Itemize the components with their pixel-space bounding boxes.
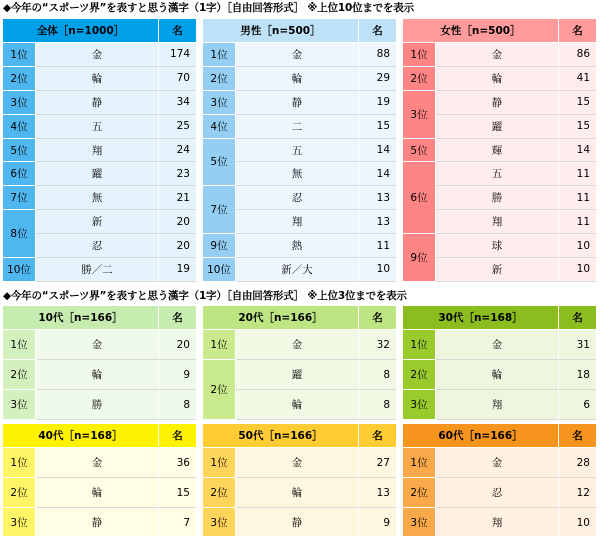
count-cell: 14 xyxy=(359,139,397,163)
table-row xyxy=(203,91,397,115)
table-header-row xyxy=(203,424,397,448)
table-row xyxy=(203,360,397,390)
table-header-unit: 名 xyxy=(559,306,597,330)
table-row xyxy=(403,478,597,508)
count-cell: 174 xyxy=(159,43,197,67)
rank-cell: 3位 xyxy=(3,390,36,420)
table-row xyxy=(403,508,597,536)
table-row xyxy=(403,448,597,478)
kanji-cell: 新 xyxy=(36,210,159,234)
kanji-cell: 輪 xyxy=(436,67,559,91)
kanji-cell: 静 xyxy=(236,508,359,536)
kanji-cell: 躍 xyxy=(236,360,359,390)
table-row xyxy=(203,258,397,282)
table-row xyxy=(403,139,597,163)
kanji-cell: 五 xyxy=(36,115,159,139)
count-cell: 8 xyxy=(359,390,397,420)
kanji-cell: 輪 xyxy=(36,67,159,91)
kanji-cell: 金 xyxy=(236,330,359,360)
table-row xyxy=(3,139,197,163)
table-row xyxy=(203,186,397,210)
count-cell: 18 xyxy=(559,360,597,390)
rank-cell: 4位 xyxy=(3,115,36,139)
count-cell: 88 xyxy=(359,43,397,67)
table-header-row xyxy=(203,19,397,43)
ranking-table-20s xyxy=(203,306,397,420)
kanji-cell: 翔 xyxy=(236,210,359,234)
count-cell: 15 xyxy=(159,478,197,508)
rank-cell: 3位 xyxy=(203,508,236,536)
count-cell: 10 xyxy=(359,258,397,282)
kanji-cell: 翔 xyxy=(36,139,159,163)
table-row xyxy=(3,330,197,360)
kanji-cell: 新 xyxy=(436,258,559,282)
count-cell: 11 xyxy=(559,210,597,234)
rank-cell: 2位 xyxy=(3,67,36,91)
kanji-cell: 金 xyxy=(236,448,359,478)
rank-cell: 1位 xyxy=(3,330,36,360)
count-cell: 21 xyxy=(159,186,197,210)
table-row xyxy=(3,448,197,478)
rank-cell: 2位 xyxy=(3,478,36,508)
count-cell: 20 xyxy=(159,330,197,360)
kanji-cell: 新／大 xyxy=(236,258,359,282)
count-cell: 15 xyxy=(359,115,397,139)
kanji-cell: 忍 xyxy=(236,186,359,210)
table-header-unit: 名 xyxy=(359,424,397,448)
rank-cell: 6位 xyxy=(403,162,436,234)
kanji-cell: 金 xyxy=(36,448,159,478)
count-cell: 41 xyxy=(559,67,597,91)
kanji-cell: 勝 xyxy=(36,390,159,420)
rank-cell: 3位 xyxy=(403,390,436,420)
kanji-cell: 球 xyxy=(436,234,559,258)
ranking-table-30s xyxy=(403,306,597,420)
rank-cell: 5位 xyxy=(403,139,436,163)
table-row xyxy=(3,162,197,186)
rank-cell: 3位 xyxy=(3,508,36,536)
section-title-top-3: ◆今年の“スポーツ界”を表すと思う漢字（1字）［自由回答形式］ ※上位3位までを表示 xyxy=(3,290,407,302)
count-cell: 15 xyxy=(559,115,597,139)
table-row xyxy=(203,330,397,360)
rank-cell: 7位 xyxy=(3,186,36,210)
table-header-row xyxy=(403,19,597,43)
kanji-cell: 静 xyxy=(36,91,159,115)
count-cell: 14 xyxy=(359,162,397,186)
table-row xyxy=(403,234,597,258)
kanji-cell: 勝 xyxy=(436,186,559,210)
count-cell: 6 xyxy=(559,390,597,420)
count-cell: 14 xyxy=(559,139,597,163)
kanji-cell: 静 xyxy=(436,91,559,115)
kanji-cell: 躍 xyxy=(436,115,559,139)
count-cell: 12 xyxy=(559,478,597,508)
count-cell: 34 xyxy=(159,91,197,115)
rank-cell: 2位 xyxy=(203,360,236,420)
table-header-unit: 名 xyxy=(159,424,197,448)
table-header-label: 全体［n=1000］ xyxy=(3,19,159,43)
count-cell: 9 xyxy=(159,360,197,390)
rank-cell: 1位 xyxy=(403,43,436,67)
table-row xyxy=(403,67,597,91)
ranking-table-60s xyxy=(403,424,597,536)
kanji-cell: 静 xyxy=(36,508,159,536)
kanji-cell: 翔 xyxy=(436,210,559,234)
rank-cell: 1位 xyxy=(203,448,236,478)
rank-cell: 5位 xyxy=(3,139,36,163)
count-cell: 11 xyxy=(559,162,597,186)
count-cell: 19 xyxy=(359,91,397,115)
ranking-table-all xyxy=(3,19,197,282)
table-header-unit: 名 xyxy=(159,306,197,330)
rank-cell: 1位 xyxy=(3,43,36,67)
count-cell: 28 xyxy=(559,448,597,478)
rank-cell: 2位 xyxy=(203,67,236,91)
kanji-cell: 翔 xyxy=(436,390,559,420)
kanji-cell: 輪 xyxy=(236,67,359,91)
rank-cell: 4位 xyxy=(203,115,236,139)
table-row xyxy=(203,115,397,139)
table-row xyxy=(403,91,597,115)
table-header-label: 50代［n=166］ xyxy=(203,424,359,448)
table-row xyxy=(3,210,197,234)
table-row xyxy=(203,67,397,91)
kanji-cell: 五 xyxy=(236,139,359,163)
table-row xyxy=(403,360,597,390)
table-row xyxy=(403,390,597,420)
kanji-cell: 勝／二 xyxy=(36,258,159,282)
section-title-top-10: ◆今年の“スポーツ界”を表すと思う漢字（1字）［自由回答形式］ ※上位10位までを表示 xyxy=(3,2,414,14)
kanji-cell: 熱 xyxy=(236,234,359,258)
ranking-table-male xyxy=(203,19,397,282)
table-header-row xyxy=(403,306,597,330)
kanji-cell: 輪 xyxy=(436,360,559,390)
table-row xyxy=(3,186,197,210)
kanji-cell: 金 xyxy=(36,43,159,67)
kanji-cell: 躍 xyxy=(36,162,159,186)
rank-cell: 6位 xyxy=(3,162,36,186)
count-cell: 13 xyxy=(359,186,397,210)
count-cell: 36 xyxy=(159,448,197,478)
table-row xyxy=(3,390,197,420)
table-header-unit: 名 xyxy=(159,19,197,43)
kanji-cell: 静 xyxy=(236,91,359,115)
ranking-table-10s xyxy=(3,306,197,420)
table-row xyxy=(403,330,597,360)
rank-cell: 3位 xyxy=(3,91,36,115)
kanji-cell: 金 xyxy=(436,448,559,478)
table-row xyxy=(3,360,197,390)
count-cell: 20 xyxy=(159,210,197,234)
rank-cell: 5位 xyxy=(203,139,236,187)
table-row xyxy=(3,478,197,508)
ranking-table-40s xyxy=(3,424,197,536)
rank-cell: 3位 xyxy=(403,91,436,139)
table-row xyxy=(403,43,597,67)
rank-cell: 1位 xyxy=(203,43,236,67)
kanji-cell: 金 xyxy=(236,43,359,67)
count-cell: 27 xyxy=(359,448,397,478)
table-header-row xyxy=(203,306,397,330)
count-cell: 24 xyxy=(159,139,197,163)
table-row xyxy=(3,508,197,536)
ranking-table-female xyxy=(403,19,597,282)
kanji-cell: 二 xyxy=(236,115,359,139)
table-row xyxy=(3,43,197,67)
count-cell: 25 xyxy=(159,115,197,139)
count-cell: 15 xyxy=(559,91,597,115)
count-cell: 10 xyxy=(559,234,597,258)
rank-cell: 1位 xyxy=(403,330,436,360)
table-header-label: 60代［n=166］ xyxy=(403,424,559,448)
table-header-unit: 名 xyxy=(559,19,597,43)
table-row xyxy=(203,508,397,536)
rank-cell: 8位 xyxy=(3,210,36,258)
table-header-label: 男性［n=500］ xyxy=(203,19,359,43)
table-header-label: 10代［n=166］ xyxy=(3,306,159,330)
rank-cell: 3位 xyxy=(403,508,436,536)
table-row xyxy=(3,258,197,282)
rank-cell: 10位 xyxy=(203,258,236,282)
rank-cell: 2位 xyxy=(3,360,36,390)
count-cell: 13 xyxy=(359,210,397,234)
rank-cell: 9位 xyxy=(403,234,436,282)
table-header-row xyxy=(3,306,197,330)
table-header-row xyxy=(3,424,197,448)
table-header-unit: 名 xyxy=(559,424,597,448)
table-row xyxy=(3,91,197,115)
table-header-unit: 名 xyxy=(359,306,397,330)
table-row xyxy=(403,162,597,186)
kanji-cell: 忍 xyxy=(436,478,559,508)
kanji-cell: 忍 xyxy=(36,234,159,258)
kanji-cell: 輪 xyxy=(36,478,159,508)
table-row xyxy=(203,478,397,508)
rank-cell: 1位 xyxy=(403,448,436,478)
count-cell: 29 xyxy=(359,67,397,91)
rank-cell: 10位 xyxy=(3,258,36,282)
table-header-label: 20代［n=166］ xyxy=(203,306,359,330)
rank-cell: 2位 xyxy=(403,360,436,390)
table-row xyxy=(203,43,397,67)
kanji-cell: 輪 xyxy=(236,478,359,508)
rank-cell: 9位 xyxy=(203,234,236,258)
count-cell: 20 xyxy=(159,234,197,258)
kanji-cell: 五 xyxy=(436,162,559,186)
kanji-cell: 金 xyxy=(436,43,559,67)
rank-cell: 1位 xyxy=(203,330,236,360)
count-cell: 70 xyxy=(159,67,197,91)
count-cell: 11 xyxy=(359,234,397,258)
table-header-label: 女性［n=500］ xyxy=(403,19,559,43)
kanji-cell: 翔 xyxy=(436,508,559,536)
table-header-row xyxy=(3,19,197,43)
rank-cell: 1位 xyxy=(3,448,36,478)
rank-cell: 3位 xyxy=(203,91,236,115)
table-row xyxy=(3,67,197,91)
rank-cell: 7位 xyxy=(203,186,236,234)
rank-cell: 2位 xyxy=(403,478,436,508)
kanji-cell: 無 xyxy=(236,162,359,186)
table-row xyxy=(203,234,397,258)
table-row xyxy=(3,115,197,139)
rank-cell: 2位 xyxy=(403,67,436,91)
count-cell: 19 xyxy=(159,258,197,282)
count-cell: 86 xyxy=(559,43,597,67)
kanji-cell: 輪 xyxy=(36,360,159,390)
table-header-label: 30代［n=168］ xyxy=(403,306,559,330)
count-cell: 32 xyxy=(359,330,397,360)
table-row xyxy=(203,448,397,478)
count-cell: 23 xyxy=(159,162,197,186)
table-header-label: 40代［n=168］ xyxy=(3,424,159,448)
kanji-cell: 輪 xyxy=(236,390,359,420)
count-cell: 8 xyxy=(159,390,197,420)
count-cell: 9 xyxy=(359,508,397,536)
kanji-cell: 金 xyxy=(36,330,159,360)
count-cell: 8 xyxy=(359,360,397,390)
rank-cell: 2位 xyxy=(203,478,236,508)
ranking-table-50s xyxy=(203,424,397,536)
count-cell: 31 xyxy=(559,330,597,360)
kanji-cell: 無 xyxy=(36,186,159,210)
count-cell: 13 xyxy=(359,478,397,508)
table-header-unit: 名 xyxy=(359,19,397,43)
count-cell: 10 xyxy=(559,508,597,536)
count-cell: 11 xyxy=(559,186,597,210)
table-header-row xyxy=(403,424,597,448)
count-cell: 10 xyxy=(559,258,597,282)
kanji-cell: 輝 xyxy=(436,139,559,163)
kanji-cell: 金 xyxy=(436,330,559,360)
table-row xyxy=(203,139,397,163)
count-cell: 7 xyxy=(159,508,197,536)
